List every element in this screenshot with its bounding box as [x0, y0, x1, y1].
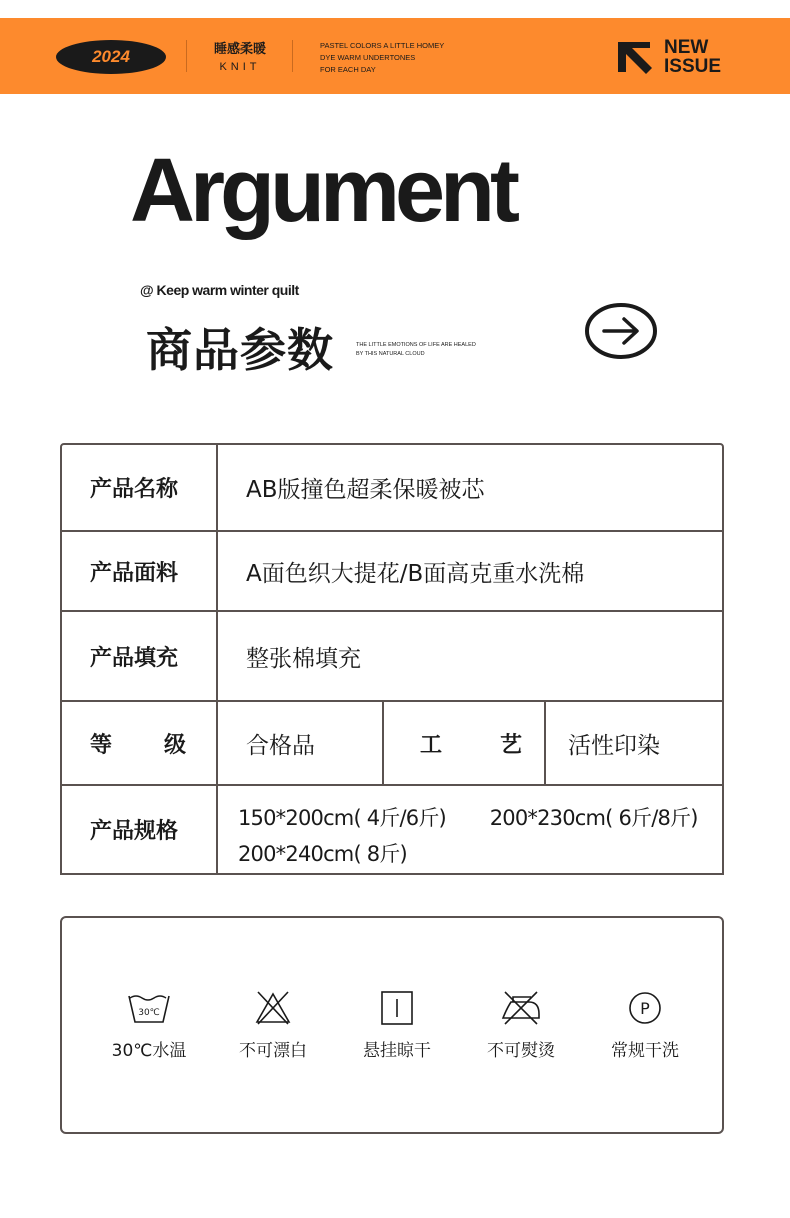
small-caption: [356, 341, 476, 359]
tagline: [320, 40, 444, 76]
section-title-cn: 商品参数: [146, 323, 334, 377]
divider: [292, 40, 293, 72]
care-label: 常规干洗: [611, 1041, 679, 1061]
spec-line: [238, 800, 698, 836]
name-label: 产品名称: [62, 445, 218, 530]
brand-en: KNIT: [219, 61, 261, 73]
craft-label-char: 工: [420, 732, 443, 758]
dry-clean-p-icon: [625, 988, 665, 1028]
new-issue-label: [664, 38, 721, 76]
issue-line: NEW: [664, 37, 709, 58]
spec-item: 200*240cm( 8斤): [238, 842, 407, 866]
caption-line: THE LITTLE EMOTIONS OF LIFE ARE HEALED: [356, 342, 476, 348]
header-band: [0, 18, 790, 94]
down-left-arrow-icon: [616, 40, 654, 76]
table-row: [62, 702, 722, 786]
table-row: [62, 786, 722, 873]
spec-line: [238, 836, 698, 872]
caption-line: BY THIS NATURAL CLOUD: [356, 351, 425, 357]
brand-cn: 睡感柔暖: [213, 42, 266, 57]
tagline-line: DYE WARM UNDERTONES: [320, 53, 416, 62]
craft-label-char: 艺: [499, 732, 522, 758]
care-item: [335, 988, 459, 1061]
name-value: AB版撞色超柔保暖被芯: [246, 477, 485, 503]
craft-label: [384, 702, 544, 784]
care-item: [211, 988, 335, 1061]
care-label: 不可熨烫: [487, 1041, 555, 1061]
grade-label-char: 等: [90, 732, 113, 758]
year-badge: 2024: [56, 40, 166, 74]
spec-item: 200*230cm( 6斤/8斤): [489, 806, 698, 830]
tagline-line: FOR EACH DAY: [320, 65, 376, 74]
hang-dry-icon: [377, 988, 417, 1028]
fill-value: 整张棉填充: [246, 645, 361, 672]
issue-line: ISSUE: [664, 56, 722, 77]
spec-item: 150*200cm( 4斤/6斤): [238, 806, 446, 830]
grade-value: 合格品: [246, 732, 315, 759]
arrow-right-icon: [584, 302, 658, 360]
table-row: [62, 532, 722, 612]
care-label: 悬挂晾干: [363, 1041, 431, 1061]
table-row: [62, 445, 722, 532]
wash-temp: 30℃: [138, 1008, 160, 1018]
craft-value: 活性印染: [568, 732, 660, 759]
care-item: [459, 988, 583, 1061]
care-instructions: [60, 916, 724, 1134]
brand-block: [200, 42, 280, 73]
dry-clean-letter: P: [640, 999, 650, 1018]
fabric-value: A面色织大提花/B面高克重水洗棉: [246, 560, 585, 587]
divider: [186, 40, 187, 72]
grade-label: [62, 702, 218, 784]
fabric-label: 产品面料: [62, 532, 218, 610]
fill-label: 产品填充: [62, 612, 218, 700]
table-row: [62, 612, 722, 702]
no-iron-icon: [499, 988, 543, 1028]
spec-label: 产品规格: [62, 786, 218, 873]
care-label: 不可漂白: [239, 1041, 307, 1061]
subtitle: @ Keep warm winter quilt: [140, 282, 299, 298]
parameter-table: [60, 443, 724, 875]
care-item: [87, 988, 211, 1061]
care-label: 30℃水温: [111, 1041, 187, 1061]
wash-30-icon: [126, 988, 172, 1028]
care-item: [583, 988, 707, 1061]
grade-label-char: 级: [163, 732, 186, 758]
spec-values: [238, 800, 698, 872]
no-bleach-icon: [253, 988, 293, 1028]
page-title: Argument: [130, 141, 515, 241]
tagline-line: PASTEL COLORS A LITTLE HOMEY: [320, 41, 445, 50]
